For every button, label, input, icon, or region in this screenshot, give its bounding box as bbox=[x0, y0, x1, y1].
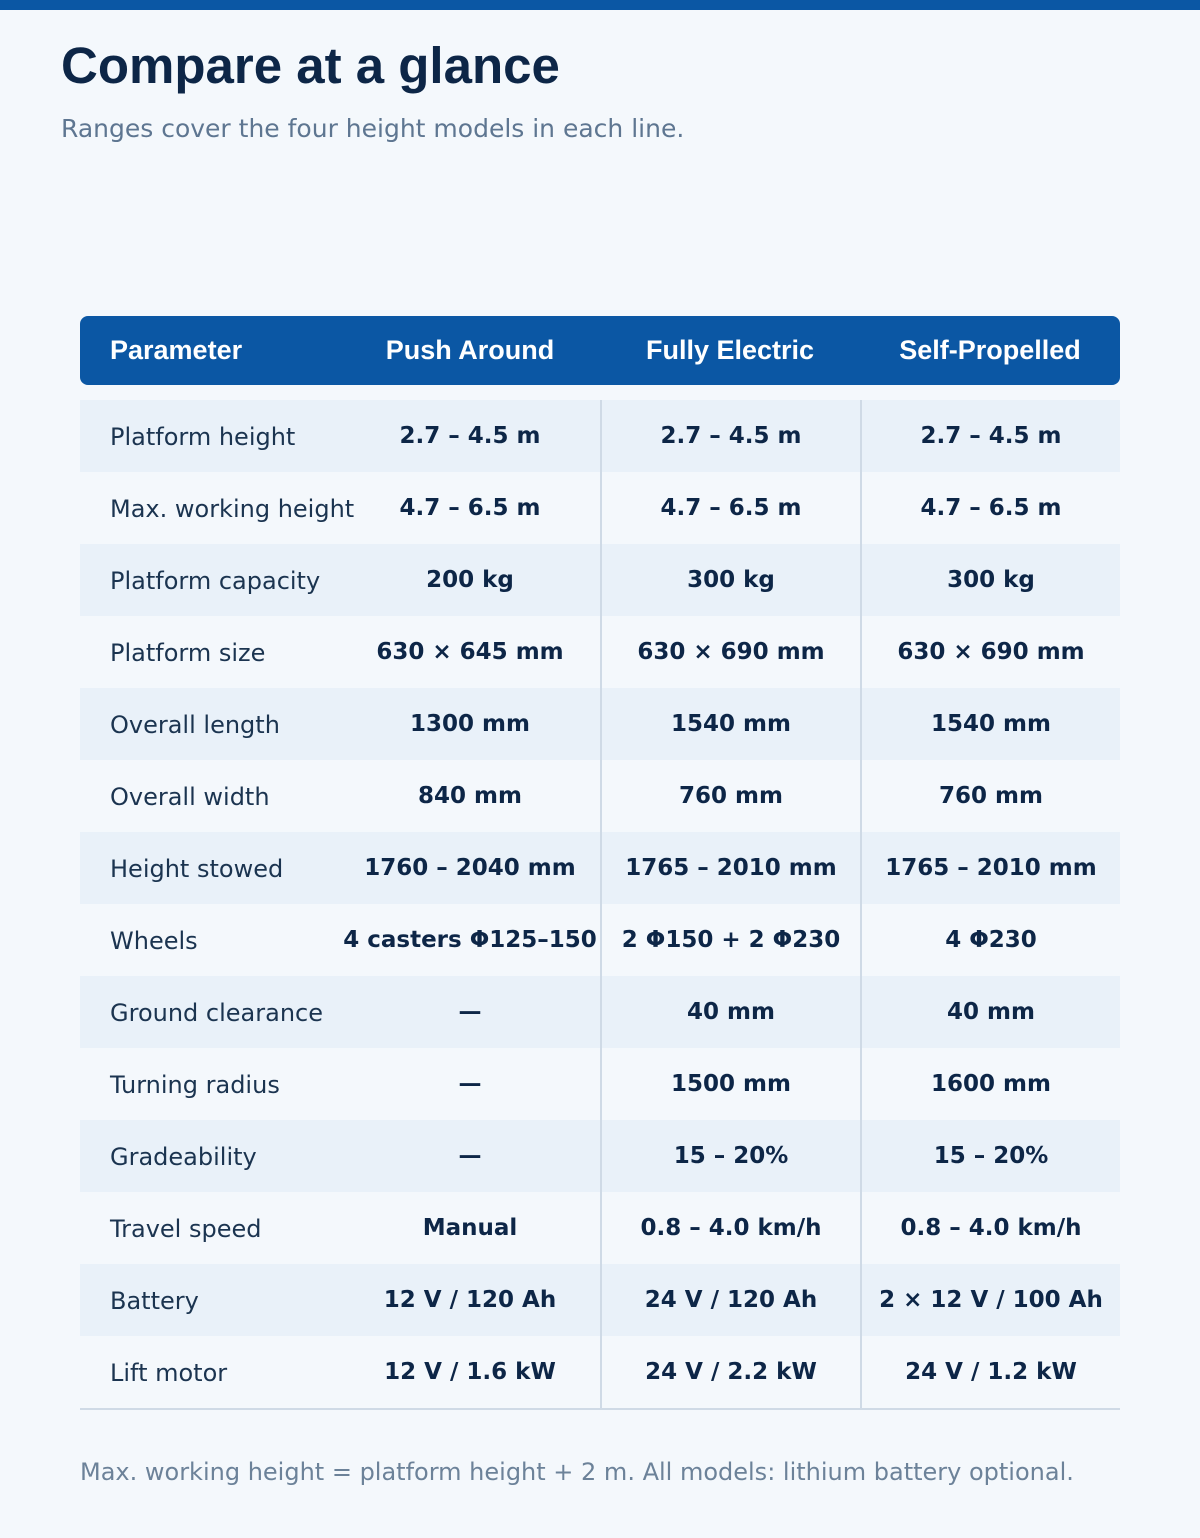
table-row bbox=[80, 688, 1120, 760]
parameter-cell: Gradeability bbox=[110, 1143, 257, 1171]
push-around-cell: 2.7 – 4.5 m bbox=[399, 423, 541, 449]
column-header-push-around: Push Around bbox=[385, 335, 555, 365]
parameter-cell: Overall width bbox=[110, 783, 270, 811]
push-around-cell: 1300 mm bbox=[410, 711, 530, 737]
parameter-cell: Height stowed bbox=[110, 855, 284, 883]
push-around-cell: 4 casters Φ125–150 bbox=[343, 927, 597, 953]
top-accent-bar bbox=[0, 0, 1200, 10]
parameter-cell: Wheels bbox=[110, 927, 198, 955]
push-around-cell: Manual bbox=[422, 1215, 518, 1241]
table-row bbox=[80, 1048, 1120, 1120]
fully-electric-cell: 4.7 – 6.5 m bbox=[600, 472, 860, 544]
fully-electric-cell: 15 – 20% bbox=[600, 1120, 860, 1192]
parameter-cell: Travel speed bbox=[110, 1215, 262, 1243]
table-row bbox=[80, 544, 1120, 616]
table-body bbox=[80, 400, 1120, 1410]
parameter-cell: Overall length bbox=[110, 711, 280, 739]
fully-electric-cell: 40 mm bbox=[600, 976, 860, 1048]
fully-electric-cell: 2 Φ150 + 2 Φ230 bbox=[600, 904, 860, 976]
self-propelled-cell: 630 × 690 mm bbox=[860, 616, 1120, 688]
self-propelled-cell: 1540 mm bbox=[860, 688, 1120, 760]
self-propelled-cell: 1765 – 2010 mm bbox=[860, 832, 1120, 904]
push-around-cell: 12 V / 1.6 kW bbox=[384, 1359, 556, 1385]
table-header bbox=[80, 316, 1120, 385]
table-row bbox=[80, 616, 1120, 688]
push-around-cell: 840 mm bbox=[418, 783, 522, 809]
parameter-cell: Platform size bbox=[110, 639, 266, 667]
parameter-cell: Platform capacity bbox=[110, 567, 321, 595]
fully-electric-cell: 300 kg bbox=[600, 544, 860, 616]
self-propelled-cell: 4 Φ230 bbox=[860, 904, 1120, 976]
table-row bbox=[80, 904, 1120, 976]
table-row bbox=[80, 976, 1120, 1048]
fully-electric-cell: 2.7 – 4.5 m bbox=[600, 400, 860, 472]
push-around-cell: — bbox=[458, 1143, 482, 1169]
fully-electric-cell: 1540 mm bbox=[600, 688, 860, 760]
page-title: Compare at a glance bbox=[61, 37, 560, 94]
fully-electric-cell: 24 V / 120 Ah bbox=[600, 1264, 860, 1336]
self-propelled-cell: 300 kg bbox=[860, 544, 1120, 616]
parameter-cell: Platform height bbox=[110, 423, 296, 451]
footnote: Max. working height = platform height + 2 m. All models: lithium battery optional. bbox=[80, 1458, 1074, 1486]
table-row bbox=[80, 1120, 1120, 1192]
table-row bbox=[80, 760, 1120, 832]
fully-electric-cell: 1765 – 2010 mm bbox=[600, 832, 860, 904]
push-around-cell: — bbox=[458, 999, 482, 1025]
table-row bbox=[80, 400, 1120, 472]
push-around-cell: 12 V / 120 Ah bbox=[383, 1287, 557, 1313]
parameter-cell: Max. working height bbox=[110, 495, 355, 523]
push-around-cell: 4.7 – 6.5 m bbox=[399, 495, 541, 521]
table-row bbox=[80, 1192, 1120, 1264]
fully-electric-cell: 630 × 690 mm bbox=[600, 616, 860, 688]
parameter-cell: Turning radius bbox=[110, 1071, 280, 1099]
fully-electric-cell: 24 V / 2.2 kW bbox=[600, 1336, 860, 1408]
self-propelled-cell: 2 × 12 V / 100 Ah bbox=[860, 1264, 1120, 1336]
table-row bbox=[80, 472, 1120, 544]
column-header-self-propelled: Self-Propelled bbox=[899, 335, 1081, 365]
parameter-cell: Lift motor bbox=[110, 1359, 228, 1387]
parameter-cell: Ground clearance bbox=[110, 999, 323, 1027]
self-propelled-cell: 15 – 20% bbox=[860, 1120, 1120, 1192]
self-propelled-cell: 760 mm bbox=[860, 760, 1120, 832]
push-around-cell: 630 × 645 mm bbox=[376, 639, 564, 665]
push-around-cell: — bbox=[458, 1071, 482, 1097]
table-row bbox=[80, 832, 1120, 904]
self-propelled-cell: 24 V / 1.2 kW bbox=[860, 1336, 1120, 1408]
comparison-table bbox=[80, 316, 1120, 1410]
fully-electric-cell: 760 mm bbox=[600, 760, 860, 832]
page-subtitle: Ranges cover the four height models in each line. bbox=[61, 114, 685, 143]
parameter-cell: Battery bbox=[110, 1287, 199, 1315]
self-propelled-cell: 40 mm bbox=[860, 976, 1120, 1048]
self-propelled-cell: 0.8 – 4.0 km/h bbox=[860, 1192, 1120, 1264]
self-propelled-cell: 4.7 – 6.5 m bbox=[860, 472, 1120, 544]
push-around-cell: 1760 – 2040 mm bbox=[364, 855, 576, 881]
column-header-parameter: Parameter bbox=[110, 335, 243, 365]
fully-electric-cell: 1500 mm bbox=[600, 1048, 860, 1120]
fully-electric-cell: 0.8 – 4.0 km/h bbox=[600, 1192, 860, 1264]
self-propelled-cell: 2.7 – 4.5 m bbox=[860, 400, 1120, 472]
self-propelled-cell: 1600 mm bbox=[860, 1048, 1120, 1120]
table-row bbox=[80, 1264, 1120, 1336]
column-header-fully-electric: Fully Electric bbox=[645, 335, 815, 365]
push-around-cell: 200 kg bbox=[426, 567, 514, 593]
table-row bbox=[80, 1336, 1120, 1408]
